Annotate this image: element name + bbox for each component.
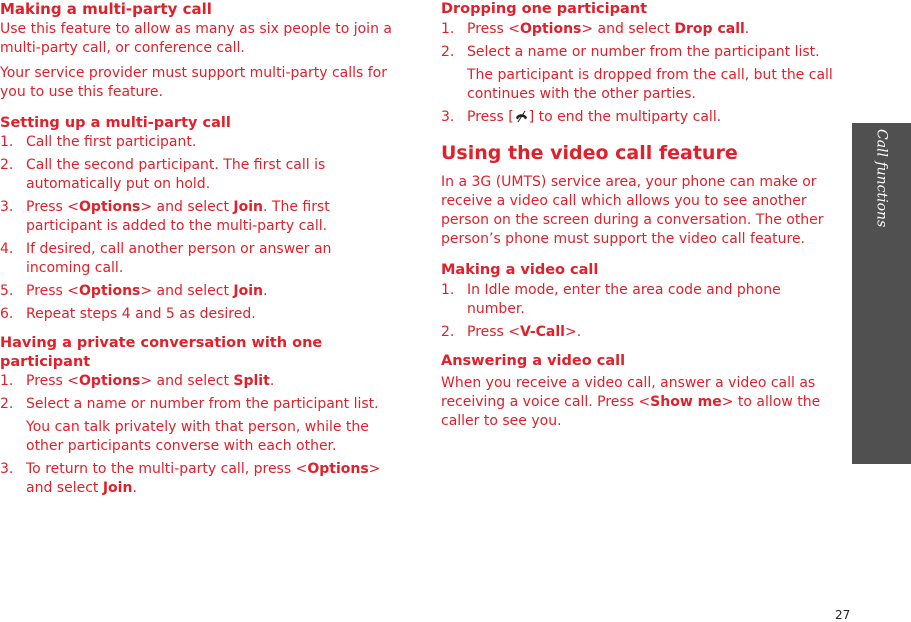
service-note: Your service provider must support multi-party calls for you to use this feature. (0, 65, 387, 100)
page-number: 27 (835, 608, 851, 622)
list-item: 3. To return to the multi-party call, press <Options> and select Join. (0, 461, 381, 496)
chapter-side-label-wrap (852, 123, 911, 464)
video-call-steps (441, 281, 836, 342)
private-steps (0, 372, 395, 414)
list-item: 3. Press <Options> and select Join. The first participant is added to the multi-party call. (0, 199, 330, 234)
step-note: You can talk privately with that person, while the other participants converse with each other. (26, 419, 369, 454)
list-item: 6. Repeat steps 4 and 5 as desired. (0, 306, 256, 322)
section-heading-video-call: Using the video call feature (441, 142, 738, 164)
video-intro: In a 3G (UMTS) service area, your phone can make or receive a video call which allows you to see another person on the screen during a conversation. The other person’s phone must support the video call feature. (441, 174, 824, 247)
step-note: The participant is dropped from the call, but the call continues with the other parties. (467, 67, 833, 102)
subheading-setup: Setting up a multi-party call (0, 115, 231, 131)
list-item: 3. Press [ ] to end the multiparty call. (441, 109, 722, 125)
list-item: 4. If desired, call another person or answer an incoming call. (0, 241, 332, 276)
setup-steps (0, 133, 395, 324)
section-heading-multi-party: Making a multi-party call (0, 0, 212, 18)
drop-steps-continued (441, 108, 836, 127)
drop-steps (441, 20, 836, 62)
list-item: 2. Select a name or number from the participant list. (0, 396, 379, 412)
answering-paragraph: When you receive a video call, answer a video call as receiving a voice call. Press <Show me> to allow the caller to see you. (441, 375, 821, 429)
list-item: 2. Press <V-Call>. (441, 324, 582, 340)
list-item: 5. Press <Options> and select Join. (0, 283, 268, 299)
list-item: 2. Select a name or number from the participant list. (441, 44, 820, 60)
subheading-dropping-participant: Dropping one participant (441, 1, 647, 17)
list-item: 1. Press <Options> and select Split. (0, 373, 275, 389)
left-column (0, 0, 395, 502)
intro-paragraph: Use this feature to allow as many as six people to join a multi-party call, or conference call. (0, 21, 392, 56)
list-item: 2. Call the second participant. The first call is automatically put on hold. (0, 157, 326, 192)
list-item: 1. Press <Options> and select Drop call. (441, 21, 750, 37)
chapter-side-label: Call functions (873, 129, 890, 228)
subheading-private-conversation: Having a private conversation with one participant (0, 335, 323, 370)
private-steps-continued (0, 460, 395, 498)
end-call-icon (514, 110, 529, 123)
right-column (441, 0, 836, 431)
subheading-making-video-call: Making a video call (441, 262, 599, 278)
subheading-answering-video-call: Answering a video call (441, 353, 626, 369)
list-item: 1. In Idle mode, enter the area code and phone number. (441, 282, 781, 317)
list-item: 1. Call the first participant. (0, 134, 197, 150)
